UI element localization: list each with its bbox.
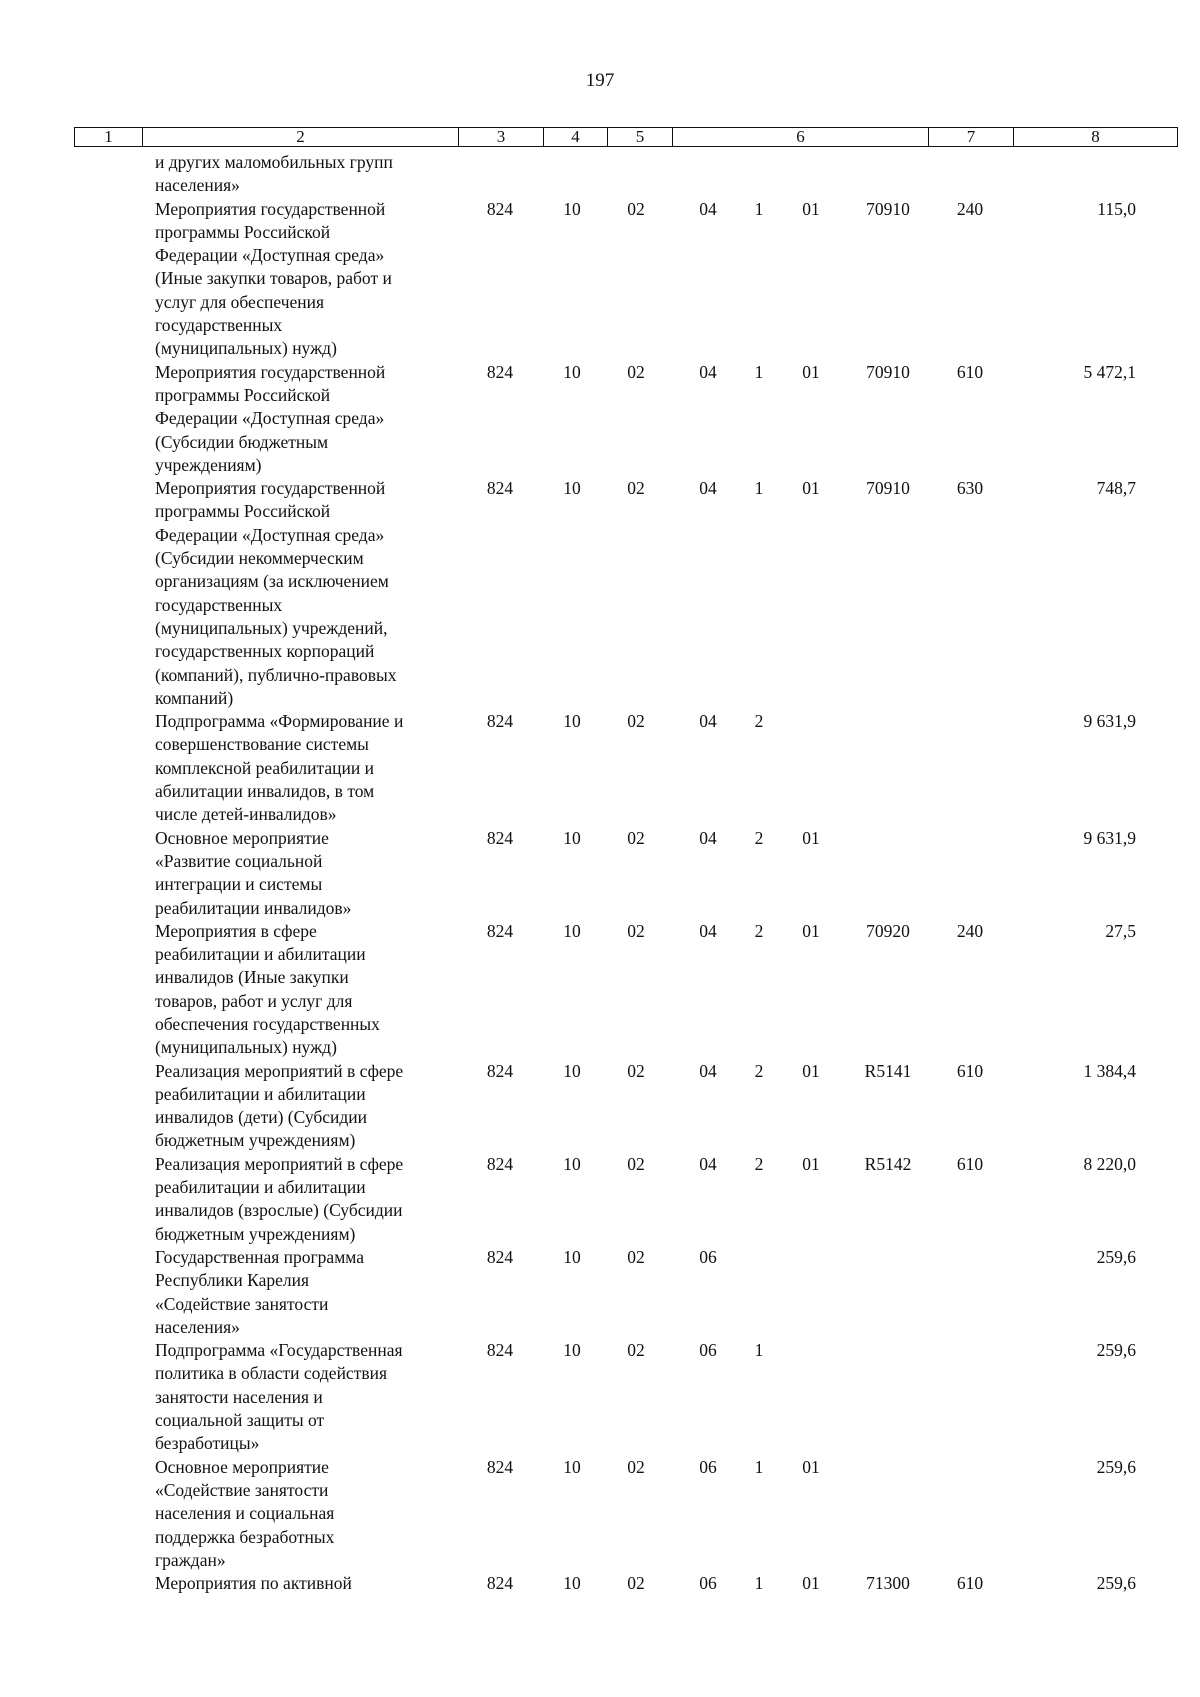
cell-col-6a: 06 [699,1456,717,1477]
cell-col-4: 10 [563,827,581,848]
cell-col-6b: 2 [754,1153,764,1174]
table-row [0,1153,1200,1246]
header-col-8: 8 [1091,127,1100,146]
cell-col-3: 824 [486,827,514,848]
cell-col-3: 824 [486,1340,514,1361]
cell-col-8: 115,0 [1097,198,1136,219]
table-body [0,151,1200,1595]
row-name: Реализация мероприятий в сфере реабилитации и абилитации инвалидов (дети) (Субсидии бюджетным учреждениям) [155,1060,404,1151]
cell-col-4: 10 [563,1573,581,1594]
row-name: Мероприятия по активной [155,1573,352,1594]
row-name: Мероприятия в сфере реабилитации и абилитации инвалидов (Иные закупки товаров, работ и услуг для обеспечения государственных (муниципальных) нужд) [155,920,380,1058]
cell-col-4: 10 [563,1340,581,1361]
cell-col-4: 10 [563,1060,581,1081]
cell-col-7: 630 [956,478,984,499]
cell-col-6b: 2 [754,1060,764,1081]
table-row [0,827,1200,920]
cell-col-6b: 2 [754,711,764,732]
cell-col-3: 824 [486,1153,514,1174]
row-name: Государственная программа Республики Карелия «Содействие занятости населения» [155,1246,364,1337]
header-col-1: 1 [75,128,143,146]
cell-col-4: 10 [563,1153,581,1174]
cell-col-3: 824 [486,198,514,219]
cell-col-5: 02 [627,1153,645,1174]
header-col-7: 7 [929,128,1014,146]
cell-col-6a: 04 [699,198,717,219]
table-row [0,920,1200,1060]
cell-col-6b: 2 [754,920,764,941]
cell-col-5: 02 [627,1060,645,1081]
table-row [0,710,1200,826]
cell-col-6d: 71300 [866,1573,910,1594]
cell-col-6b: 2 [754,827,764,848]
cell-col-5: 02 [627,827,645,848]
row-name: Основное мероприятие «Содействие занятости населения и социальная поддержка безработных граждан» [155,1456,335,1570]
table-row [0,1246,1200,1339]
table-row [0,361,1200,477]
cell-col-7: 610 [956,1060,984,1081]
cell-col-5: 02 [627,1246,645,1267]
cell-col-6a: 04 [699,478,717,499]
cell-col-6c: 01 [802,827,820,848]
cell-col-6b: 1 [754,361,764,382]
cell-col-5: 02 [627,1340,645,1361]
cell-col-7: 240 [956,198,984,219]
cell-col-8: 27,5 [1105,920,1136,941]
cell-col-7: 610 [956,1573,984,1594]
header-col-3: 3 [459,128,544,146]
cell-col-7: 610 [956,361,984,382]
row-name: Подпрограмма «Государственная политика в области содействия занятости населения и социальной защиты от безработицы» [155,1340,403,1454]
cell-col-8: 8 220,0 [1083,1153,1136,1174]
cell-col-8: 259,6 [1096,1246,1136,1267]
cell-col-7: 240 [956,920,984,941]
header-col-6: 6 [673,128,929,146]
cell-col-6a: 04 [699,1060,717,1081]
row-name: и других маломобильных групп населения» [155,152,393,196]
page-number: 197 [585,70,615,91]
cell-col-3: 824 [486,1456,514,1477]
cell-col-8: 259,6 [1096,1340,1136,1361]
cell-col-6d: 70910 [866,198,910,219]
cell-col-3: 824 [486,361,514,382]
cell-col-6d: 70910 [866,361,910,382]
cell-col-6a: 04 [699,827,717,848]
table-row [0,198,1200,361]
cell-col-6a: 06 [699,1340,717,1361]
cell-col-6d: R5142 [864,1153,912,1174]
header-col-5: 5 [608,128,673,146]
row-name: Мероприятия государственной программы Российской Федерации «Доступная среда» (Иные закупки товаров, работ и услуг для обеспечения государственных (муниципальных) нужд) [155,198,392,359]
cell-col-6d: 70910 [866,478,910,499]
cell-col-8: 259,6 [1096,1456,1136,1477]
row-name: Мероприятия государственной программы Российской Федерации «Доступная среда» (Субсидии некоммерческим организациям (за исключением государственных (муниципальных) учреждений, государственных корпораций (компаний), публично-правовых компаний) [155,478,397,708]
cell-col-8: 9 631,9 [1083,711,1136,732]
table-row [0,1572,1200,1595]
cell-col-6a: 04 [699,1153,717,1174]
header-col-2: 2 [143,128,459,146]
cell-col-8: 9 631,9 [1083,827,1136,848]
table-row [0,151,1200,198]
row-name: Подпрограмма «Формирование и совершенствование системы комплексной реабилитации и абилитации инвалидов, в том числе детей-инвалидов» [155,711,404,825]
cell-col-4: 10 [563,198,581,219]
cell-col-5: 02 [627,920,645,941]
cell-col-3: 824 [486,1573,514,1594]
table-row [0,1060,1200,1153]
cell-col-5: 02 [627,198,645,219]
cell-col-4: 10 [563,711,581,732]
row-name: Основное мероприятие «Развитие социальной интеграции и системы реабилитации инвалидов» [155,827,352,918]
cell-col-6b: 1 [754,478,764,499]
cell-col-4: 10 [563,478,581,499]
cell-col-7: 610 [956,1153,984,1174]
cell-col-6a: 06 [699,1246,717,1267]
cell-col-6c: 01 [802,361,820,382]
cell-col-8: 748,7 [1096,478,1136,499]
cell-col-4: 10 [563,361,581,382]
table-row [0,477,1200,710]
cell-col-8: 259,6 [1096,1573,1136,1594]
table-row [0,1339,1200,1455]
cell-col-3: 824 [486,478,514,499]
cell-col-3: 824 [486,1060,514,1081]
cell-col-4: 10 [563,920,581,941]
cell-col-6c: 01 [802,478,820,499]
cell-col-6a: 04 [699,711,717,732]
cell-col-4: 10 [563,1456,581,1477]
row-name: Реализация мероприятий в сфере реабилитации и абилитации инвалидов (взрослые) (Субсидии бюджетным учреждениям) [155,1153,404,1244]
cell-col-6c: 01 [802,198,820,219]
cell-col-6c: 01 [802,920,820,941]
cell-col-5: 02 [627,361,645,382]
cell-col-4: 10 [563,1246,581,1267]
cell-col-6a: 04 [699,920,717,941]
table-row [0,1456,1200,1572]
cell-col-3: 824 [486,1246,514,1267]
cell-col-3: 824 [486,920,514,941]
cell-col-6c: 01 [802,1573,820,1594]
row-name: Мероприятия государственной программы Российской Федерации «Доступная среда» (Субсидии бюджетным учреждениям) [155,361,386,475]
cell-col-5: 02 [627,1573,645,1594]
cell-col-6a: 04 [699,361,717,382]
cell-col-5: 02 [627,478,645,499]
cell-col-6d: 70920 [866,920,910,941]
cell-col-6b: 1 [754,1573,764,1594]
cell-col-3: 824 [486,711,514,732]
cell-col-6d: R5141 [864,1060,912,1081]
table-header [74,127,1178,147]
cell-col-8: 5 472,1 [1083,361,1136,382]
cell-col-6c: 01 [802,1456,820,1477]
header-col-4: 4 [544,128,608,146]
cell-col-5: 02 [627,1456,645,1477]
cell-col-6b: 1 [754,1340,764,1361]
cell-col-6a: 06 [699,1573,717,1594]
cell-col-6b: 1 [754,198,764,219]
cell-col-6c: 01 [802,1153,820,1174]
cell-col-6c: 01 [802,1060,820,1081]
cell-col-6b: 1 [754,1456,764,1477]
cell-col-8: 1 384,4 [1083,1060,1136,1081]
cell-col-5: 02 [627,711,645,732]
